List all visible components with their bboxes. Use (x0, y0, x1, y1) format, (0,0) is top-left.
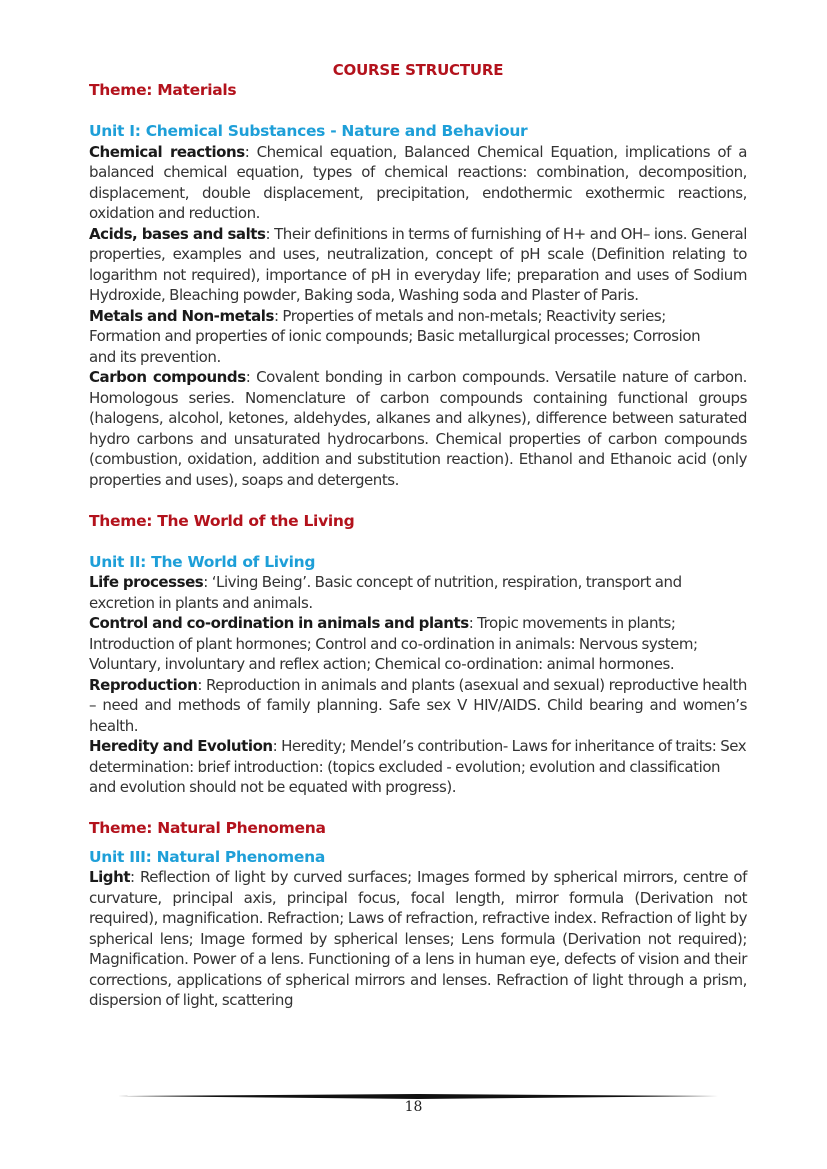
topic-chemical-reactions (89, 142, 747, 224)
page-number: 18 (404, 1099, 423, 1115)
topic-text: : ‘Living Being’. Basic concept of nutrition, respiration, transport and excretion in plants and animals. (89, 573, 682, 612)
theme-materials (89, 80, 747, 490)
topic-control-coordination (89, 613, 747, 675)
topic-lead: Control and co-ordination in animals and plants (89, 614, 469, 632)
topic-lead: Life processes (89, 573, 204, 591)
topic-carbon-compounds (89, 367, 747, 490)
topic-text: : Chemical equation, Balanced Chemical Equation, implications of a balanced chemical equation, types of chemical reactions: combination, decomposition, displacement, double displacement, precipitation, endothermic exothermic reactions, oxidation and reduction. (89, 142, 747, 222)
theme-heading: Theme: Materials (89, 81, 237, 99)
footer-divider (118, 1094, 718, 1098)
unit-heading: Unit I: Chemical Substances - Nature and Behaviour (89, 122, 528, 140)
topic-text: : Properties of metals and non-metals; Reactivity series; Formation and properties of ionic compounds; Basic metallurgical processes; Corrosion and its prevention. (89, 306, 701, 366)
spacer (89, 101, 747, 122)
topic-acids-bases-salts (89, 224, 747, 306)
unit-heading: Unit II: The World of Living (89, 552, 316, 571)
topic-lead: Carbon compounds (89, 368, 246, 386)
topic-metals-non-metals (89, 306, 729, 368)
unit-heading: Unit III: Natural Phenomena (89, 847, 325, 866)
topic-life-processes (89, 572, 714, 613)
spacer (89, 798, 747, 819)
theme-world-of-living (89, 511, 747, 798)
theme-heading: Theme: Natural Phenomena (89, 819, 326, 837)
topic-text: : Covalent bonding in carbon compounds. Versatile nature of carbon. Homologous series. Nomenclature of carbon compounds containing functional groups (halogens, alcohol, ketones, aldehydes, alkanes and alkynes), difference between saturated hydro carbons and unsaturated hydrocarbons. Chemical properties of carbon compounds (combustion, oxidation, addition and substitution reaction). Ethanol and Ethanoic acid (only properties and uses), soaps and detergents. (89, 368, 748, 489)
topic-light (89, 867, 747, 1011)
topic-lead: Metals and Non-metals (89, 306, 274, 325)
topic-text: : Reproduction in animals and plants (asexual and sexual) reproductive health – need and methods of family planning. Safe sex V HIV/AIDS. Child bearing and women’s health. (89, 675, 747, 735)
topic-lead: Chemical reactions (89, 142, 245, 161)
topic-text: : Reflection of light by curved surfaces; Images formed by spherical mirrors, centre of curvature, principal axis, principal focus, focal length, mirror formula (Derivation not required), magnification. Refraction; Laws of refraction, refractive index. Refraction of light by spherical lens; Image formed by spherical lenses; Lens formula (Derivation not required); Magnification. Power of a lens. Functioning of a lens in human eye, defects of vision and their corrections, applications of spherical mirrors and lenses. Refraction of light through a prism, dispersion of light, scattering (89, 868, 747, 1009)
topic-lead: Reproduction (89, 675, 198, 694)
theme-heading: Theme: The World of the Living (89, 511, 355, 530)
topic-lead: Light (89, 868, 131, 886)
page-title: COURSE STRUCTURE (332, 61, 504, 79)
theme-natural-phenomena (89, 818, 747, 1011)
topic-text: : Their definitions in terms of furnishing of H+ and OH– ions. General properties, examples and uses, neutralization, concept of pH scale (Definition relating to logarithm not required), importance of pH in everyday life; preparation and uses of Sodium Hydroxide, Bleaching powder, Baking soda, Washing soda and Plaster of Paris. (89, 224, 747, 304)
topic-text: : Heredity; Mendel’s contribution- Laws for inheritance of traits: Sex determination: brief introduction: (topics excluded - evolution; evolution and classification and evolution should not be equated with progress). (89, 737, 747, 796)
topic-heredity-evolution (89, 736, 747, 798)
spacer (89, 531, 747, 552)
topic-reproduction (89, 675, 747, 737)
topic-text: : Tropic movements in plants; Introduction of plant hormones; Control and co-ordination in animals: Nervous system; Voluntary, involuntary and reflex action; Chemical co-ordination: animal hormones. (89, 614, 698, 673)
topic-lead: Heredity and Evolution (89, 737, 273, 755)
spacer (89, 490, 747, 511)
spacer (89, 839, 747, 847)
course-structure-page (89, 60, 747, 1011)
topic-lead: Acids, bases and salts (89, 224, 266, 243)
